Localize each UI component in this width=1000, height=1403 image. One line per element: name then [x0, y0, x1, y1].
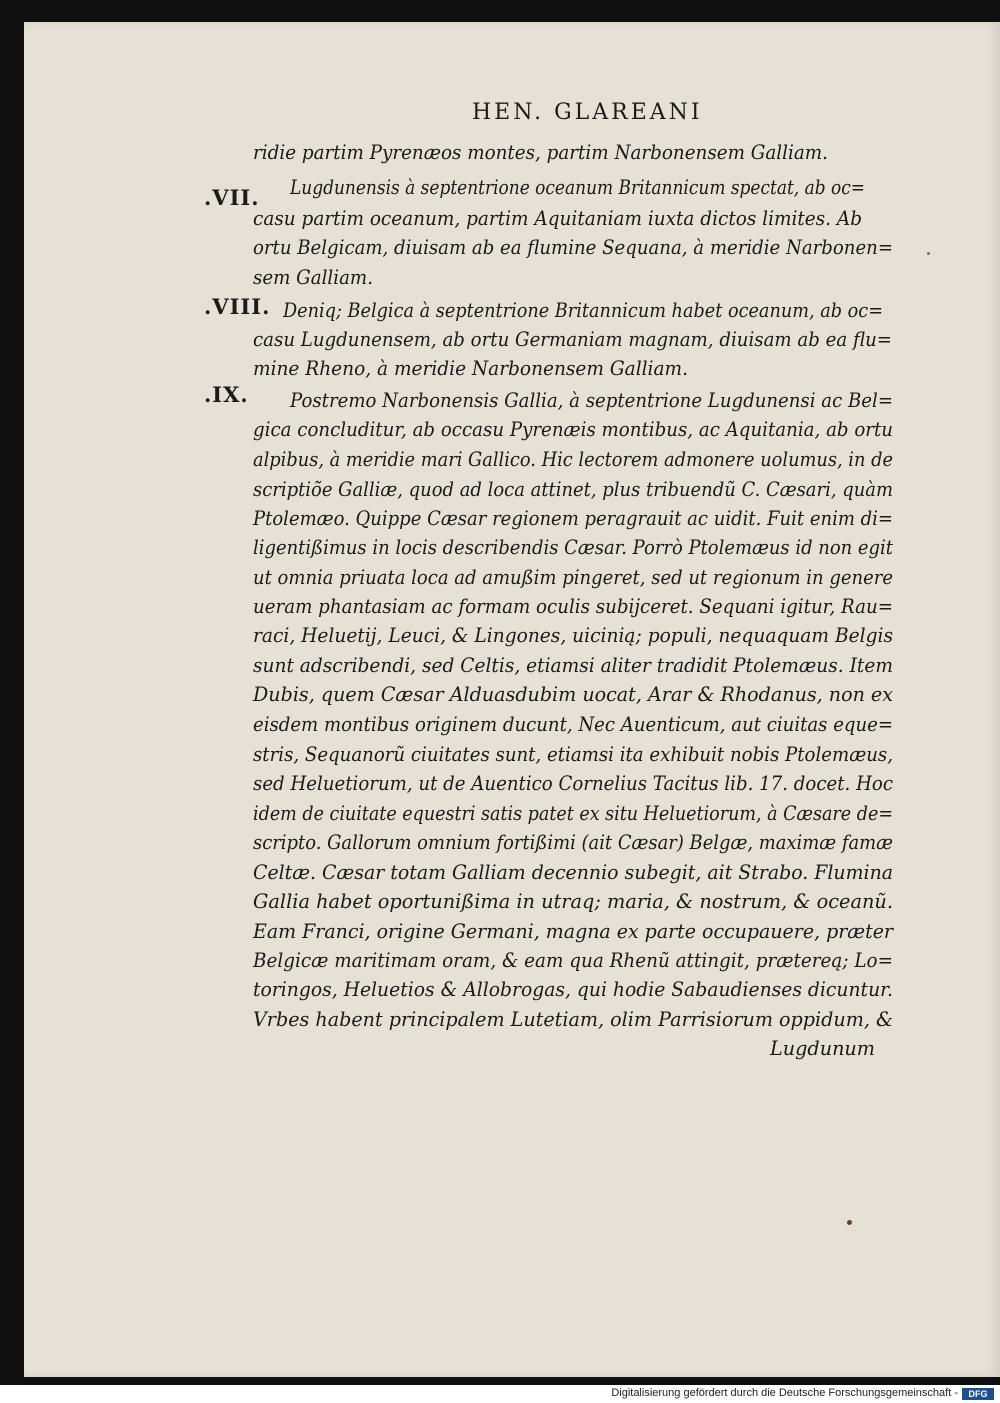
text-line: gica concluditur, ab occasu Pyrenæis montibus, ac Aquitania, ab ortu	[253, 417, 893, 441]
text-line: Celtæ. Cæsar totam Galliam decennio subegit, ait Strabo. Flumina	[253, 860, 893, 884]
text-line: alpibus, à meridie mari Gallico. Hic lectorem admonere uolumus, in de	[253, 447, 893, 471]
text-line: ligentißimus in locis describendis Cæsar. Porrò Ptolemæus id non egit	[253, 535, 893, 559]
ink-speck	[927, 252, 930, 255]
text-line: toringos, Heluetios & Allobrogas, qui hodie Sabaudienses dicuntur.	[253, 977, 893, 1001]
footer-credit: Digitalisierung gefördert durch die Deutsche Forschungsgemeinschaft -	[611, 1387, 958, 1399]
text-line: raci, Heluetij, Leuci, & Lingones, uicinią; populi, nequaquam Belgis	[253, 623, 893, 647]
digitization-footer	[0, 1385, 1000, 1403]
text-line: sed Heluetiorum, ut de Auentico Cornelius Tacitus lib. 17. docet. Hoc	[253, 771, 893, 795]
text-line: Belgicæ maritimam oram, & eam qua Rhenũ attingit, prætereą; Lo=	[253, 948, 893, 972]
text-line: Vrbes habent principalem Lutetiam, olim Parrisiorum oppidum, &	[253, 1007, 893, 1031]
text-line: Dubis, quem Cæsar Alduasdubim uocat, Arar & Rhodanus, non ex	[253, 682, 893, 706]
text-line: Lugdunensis à septentrione oceanum Britannicum spectat, ab oc=	[290, 175, 865, 199]
margin-numeral-vii: .VII.	[204, 185, 260, 210]
text-line: Postremo Narbonensis Gallia, à septentrione Lugdunensi ac Bel=	[290, 388, 893, 412]
text-line: ridie partim Pyrenæos montes, partim Narbonensem Galliam.	[253, 140, 828, 164]
text-line: ueram phantasiam ac formam oculis subijceret. Sequani igitur, Rau=	[253, 594, 893, 618]
text-line: Gallia habet oportunißima in utraq; maria, & nostrum, & oceanũ.	[253, 889, 893, 913]
text-line: mine Rheno, à meridie Narbonensem Galliam.	[253, 356, 688, 380]
margin-numeral-viii: .VIII.	[204, 294, 271, 319]
text-line: eisdem montibus originem ducunt, Nec Auenticum, aut ciuitas eque=	[253, 712, 893, 736]
text-line: Eam Franci, origine Germani, magna ex parte occupauere, præter	[253, 919, 893, 943]
text-line: casu Lugdunensem, ab ortu Germaniam magnam, diuisam ab ea flu=	[253, 327, 892, 351]
text-line: Deniq; Belgica à septentrione Britannicum habet oceanum, ab oc=	[283, 298, 883, 322]
book-page	[24, 22, 1000, 1377]
margin-numeral-ix: .IX.	[204, 382, 249, 407]
text-line: Ptolemæo. Quippe Cæsar regionem peragrauit ac uidit. Fuit enim di=	[253, 506, 893, 530]
running-head: HEN. GLAREANI	[472, 100, 703, 125]
dfg-logo-icon: DFG	[962, 1388, 994, 1400]
text-line: stris, Sequanorũ ciuitates sunt, etiamsi ita exhibuit nobis Ptolemæus,	[253, 742, 893, 766]
ink-speck	[847, 1220, 852, 1225]
text-line: sunt adscribendi, sed Celtis, etiamsi aliter tradidit Ptolemæus. Item	[253, 653, 893, 677]
text-line: scripto. Gallorum omnium fortißimi (ait Cæsar) Belgæ, maximæ famæ	[253, 830, 893, 854]
text-line: ortu Belgicam, diuisam ab ea flumine Sequana, à meridie Narbonen=	[253, 235, 893, 259]
catchword: Lugdunum	[770, 1036, 875, 1060]
text-line: scriptiõe Galliæ, quod ad loca attinet, plus tribuendũ C. Cæsari, quàm	[253, 477, 893, 501]
text-line: ut omnia priuata loca ad amußim pingeret, sed ut regionum in genere	[253, 565, 893, 589]
text-line: sem Galliam.	[253, 265, 373, 289]
text-line: idem de ciuitate equestri satis patet ex situ Heluetiorum, à Cæsare de=	[253, 801, 893, 825]
text-line: casu partim oceanum, partim Aquitaniam iuxta dictos limites. Ab	[253, 206, 862, 230]
